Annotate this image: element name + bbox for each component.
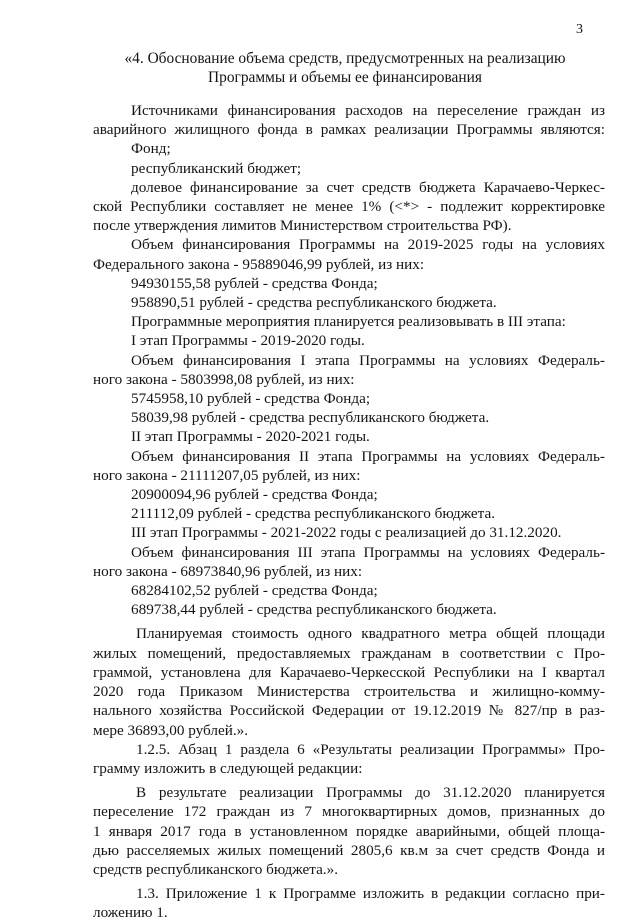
paragraph-line: Программные мероприятия планируется реализовывать в III этапа: <box>131 313 566 331</box>
paragraph-line: Объем финансирования II этапа Программы на условиях Федераль- <box>131 447 605 465</box>
paragraph-line: 1.3. Приложение 1 к Программе изложить в редакции согласно при- <box>136 885 605 903</box>
paragraph-line: Объем финансирования Программы на 2019-2025 годы на условиях <box>131 236 605 254</box>
paragraph-line: 94930155,58 рублей - средства Фонда; <box>131 274 378 292</box>
heading-line: «4. Обоснование объема средств, предусмотренных на реализацию <box>124 50 566 67</box>
paragraph-line: ложению 1. <box>93 904 168 922</box>
heading-line: Программы и объемы ее финансирования <box>208 69 482 86</box>
paragraph-line: I этап Программы - 2019-2020 годы. <box>131 332 365 350</box>
section-heading <box>100 49 590 87</box>
paragraph-line: Объем финансирования I этапа Программы на условиях Федераль- <box>131 351 605 369</box>
paragraph-line: 2020 года Приказом Министерства строительства и жилищно-комму- <box>93 683 605 701</box>
paragraph-line: мере 36893,00 рублей.». <box>93 721 249 739</box>
paragraph-line: Федерального закона - 95889046,99 рублей, из них: <box>93 255 425 273</box>
paragraph-line: II этап Программы - 2020-2021 годы. <box>131 428 370 446</box>
paragraph-line: 68284102,52 рублей - средства Фонда; <box>131 582 378 600</box>
paragraph-line: грамму изложить в следующей редакции: <box>93 759 363 777</box>
document-body <box>93 101 605 923</box>
paragraph-line: 1 января 2017 года в установленном порядке аварийными, общей площа- <box>93 822 605 840</box>
paragraph-line: долевое финансирование за счет средств бюджета Карачаево-Черкес- <box>131 178 605 196</box>
paragraph-line: граммой, установлена для Карачаево-Черкесской Республики на I квартал <box>93 663 605 681</box>
paragraph-line: 211112,09 рублей - средства республиканского бюджета. <box>131 505 496 523</box>
paragraph-line: Объем финансирования III этапа Программы на условиях Федераль- <box>131 543 605 561</box>
paragraph-line: III этап Программы - 2021-2022 годы с реализацией до 31.12.2020. <box>131 524 562 542</box>
paragraph-line: республиканский бюджет; <box>131 159 302 177</box>
paragraph-line: жилых помещений, предоставляемых гражданам в соответствии с Про- <box>93 644 605 662</box>
paragraph-line: 689738,44 рублей - средства республиканского бюджета. <box>131 601 497 619</box>
paragraph-line: 58039,98 рублей - средства республиканского бюджета. <box>131 409 490 427</box>
paragraph-line: Источниками финансирования расходов на переселение граждан из <box>131 102 605 119</box>
paragraph-line: Фонд; <box>131 140 171 158</box>
page-number: 3 <box>576 22 583 37</box>
paragraph-line: 1.2.5. Абзац 1 раздела 6 «Результаты реализации Программы» Про- <box>136 740 605 758</box>
paragraph-line: ного закона - 21111207,05 рублей, из них: <box>93 466 361 484</box>
paragraph-line: дью расселяемых жилых помещений 2805,6 кв.м за счет средств Фонда и <box>93 841 605 859</box>
paragraph-line: средств республиканского бюджета.». <box>93 860 338 878</box>
paragraph-line: после утверждения лимитов Министерством строительства РФ). <box>93 217 512 235</box>
paragraph-line: нального хозяйства Российской Федерации от 19.12.2019 № 827/пр в раз- <box>93 702 605 720</box>
paragraph-line: 20900094,96 рублей - средства Фонда; <box>131 486 378 504</box>
paragraph-line: Планируемая стоимость одного квадратного метра общей площади <box>136 625 605 643</box>
paragraph-line: 958890,51 рублей - средства республиканского бюджета. <box>131 294 497 312</box>
paragraph-line: ного закона - 68973840,96 рублей, из них: <box>93 562 363 580</box>
paragraph-line: В результате реализации Программы до 31.12.2020 планируется <box>136 784 605 802</box>
paragraph-line: переселение 172 граждан из 7 многоквартирных домов, признанных до <box>93 803 605 821</box>
paragraph-line: ской Республики составляет не менее 1% (<*> - подлежит корректировке <box>93 198 605 216</box>
paragraph-line: аварийного жилищного фонда в рамках реализации Программы являются: <box>93 121 605 139</box>
paragraph-line: ного закона - 5803998,08 рублей, из них: <box>93 370 355 388</box>
paragraph-line: 5745958,10 рублей - средства Фонда; <box>131 390 371 408</box>
